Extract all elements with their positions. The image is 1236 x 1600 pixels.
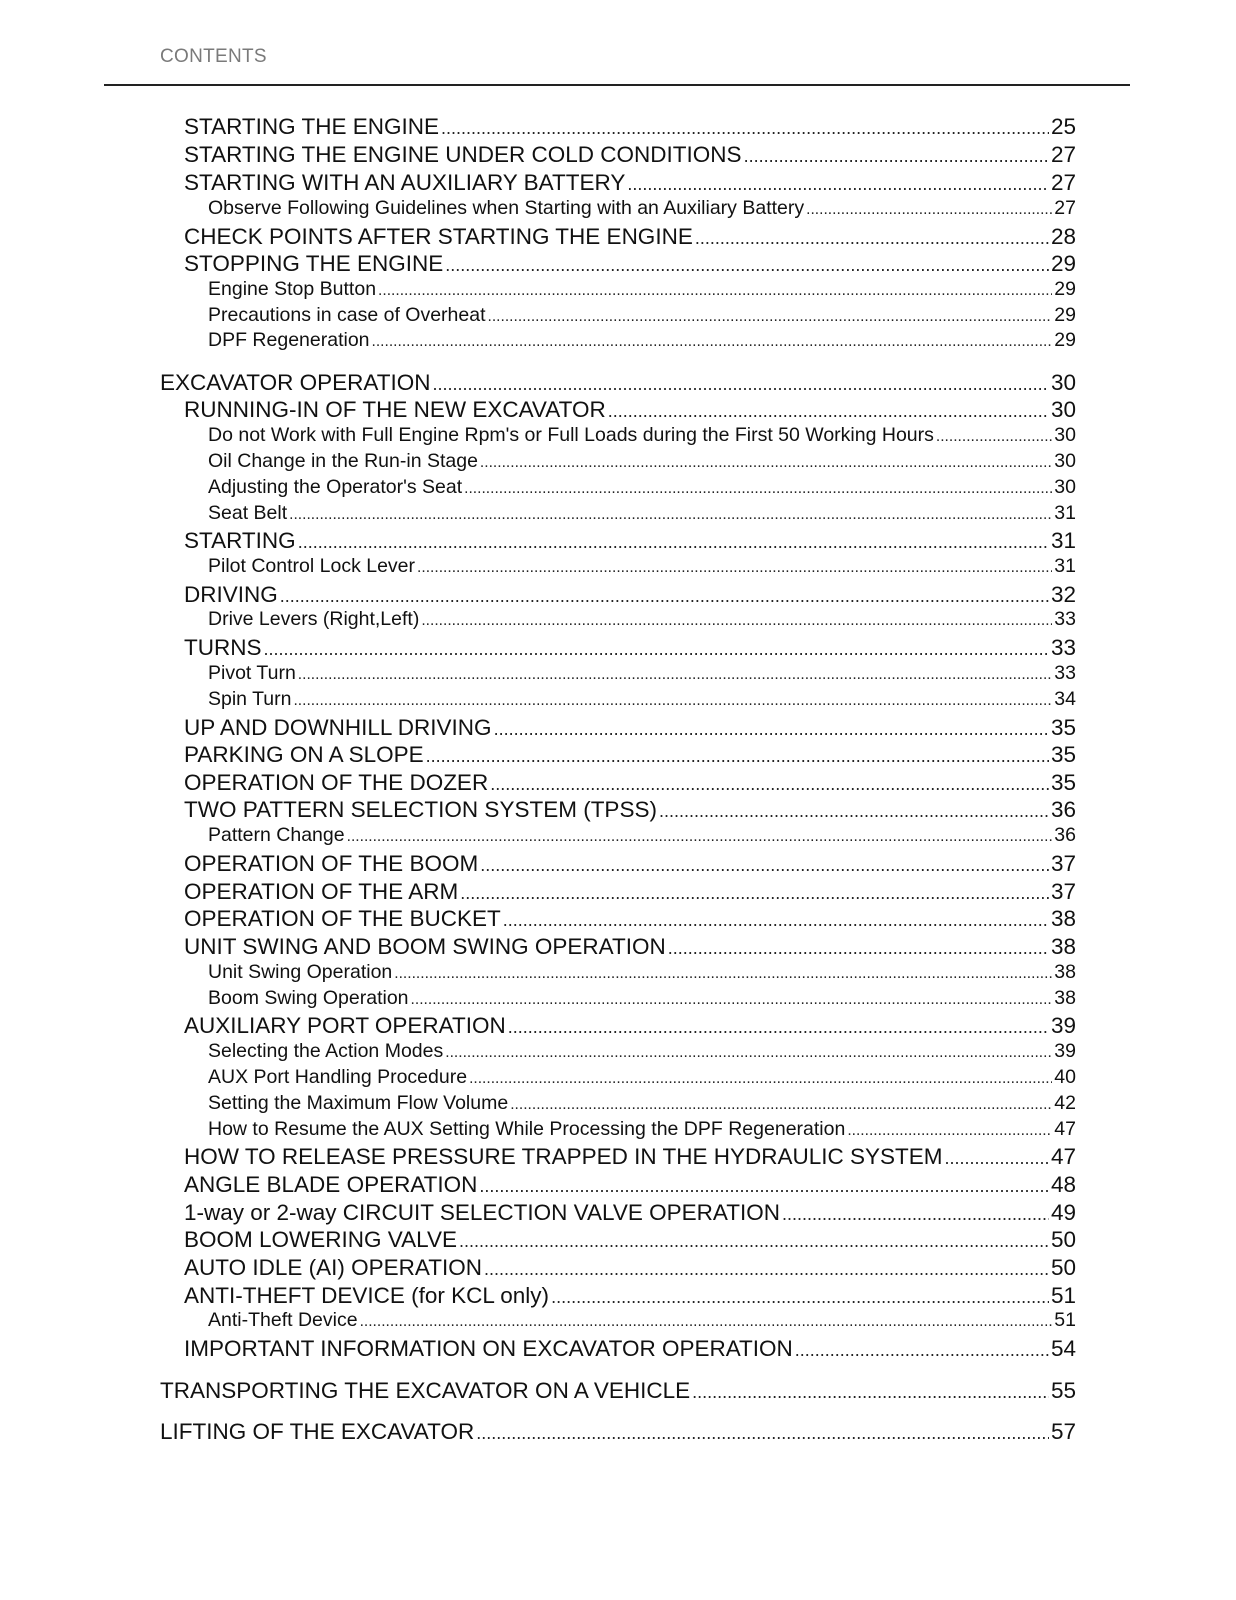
toc-entry-page-number: 38	[1050, 906, 1076, 931]
dot-leader	[460, 883, 1049, 904]
toc-entry[interactable]	[184, 1336, 1076, 1362]
toc-entry-page-number: 42	[1054, 1092, 1076, 1114]
toc-entry[interactable]	[208, 987, 1076, 1010]
toc-entry-page-number: 54	[1050, 1336, 1076, 1361]
toc-entry-page-number: 33	[1050, 635, 1076, 660]
dot-leader	[484, 1259, 1049, 1280]
toc-entry[interactable]	[208, 1118, 1076, 1141]
toc-entry-title: Selecting the Action Modes	[208, 1040, 444, 1062]
toc-entry[interactable]	[208, 1092, 1076, 1115]
toc-entry-title: ANGLE BLADE OPERATION	[184, 1172, 478, 1197]
toc-entry[interactable]	[208, 1040, 1076, 1063]
toc-entry-title: Boom Swing Operation	[208, 987, 409, 1009]
toc-entry[interactable]	[184, 797, 1076, 823]
toc-entry[interactable]	[184, 170, 1076, 196]
dot-leader	[293, 692, 1052, 710]
toc-entry[interactable]	[184, 251, 1076, 277]
toc-entry-title: OPERATION OF THE DOZER	[184, 770, 489, 795]
toc-entry[interactable]	[184, 397, 1076, 423]
toc-entry-title: 1-way or 2-way CIRCUIT SELECTION VALVE OPERATION	[184, 1200, 780, 1225]
toc-entry[interactable]	[184, 528, 1076, 554]
toc-entry[interactable]	[184, 1172, 1076, 1198]
dot-leader	[488, 308, 1053, 326]
toc-entry-page-number: 33	[1054, 608, 1076, 630]
toc-entry-page-number: 27	[1050, 142, 1076, 167]
toc-entry-title: Oil Change in the Run-in Stage	[208, 450, 478, 472]
toc-entry[interactable]	[208, 304, 1076, 327]
toc-entry-title: Engine Stop Button	[208, 278, 377, 300]
dot-leader	[744, 146, 1049, 167]
dot-leader	[936, 428, 1052, 446]
toc-entry-title: HOW TO RELEASE PRESSURE TRAPPED IN THE HYDRAULIC SYSTEM	[184, 1144, 943, 1169]
toc-entry-title: DRIVING	[184, 582, 278, 607]
toc-entry[interactable]	[160, 1419, 1076, 1445]
dot-leader	[510, 1096, 1052, 1114]
toc-entry-title: UNIT SWING AND BOOM SWING OPERATION	[184, 934, 666, 959]
toc-entry[interactable]	[208, 424, 1076, 447]
toc-entry-page-number: 40	[1054, 1066, 1076, 1088]
toc-entry-page-number: 28	[1050, 224, 1076, 249]
toc-entry[interactable]	[184, 742, 1076, 768]
toc-entry-title: DPF Regeneration	[208, 329, 370, 351]
toc-entry-page-number: 30	[1054, 476, 1076, 498]
toc-entry-title: TWO PATTERN SELECTION SYSTEM (TPSS)	[184, 797, 657, 822]
toc-entry-page-number: 30	[1050, 370, 1076, 395]
dot-leader	[298, 666, 1053, 684]
toc-entry-page-number: 47	[1050, 1144, 1076, 1169]
toc-entry-page-number: 27	[1054, 197, 1076, 219]
toc-entry[interactable]	[184, 906, 1076, 932]
toc-entry-page-number: 38	[1054, 987, 1076, 1009]
toc-entry-page-number: 57	[1050, 1419, 1076, 1444]
dot-leader	[668, 938, 1049, 959]
toc-entry-title: AUTO IDLE (AI) OPERATION	[184, 1255, 482, 1280]
toc-entry-page-number: 33	[1054, 662, 1076, 684]
toc-entry-page-number: 29	[1054, 304, 1076, 326]
toc-entry-title: Seat Belt	[208, 502, 288, 524]
toc-entry[interactable]	[208, 662, 1076, 685]
dot-leader	[347, 828, 1053, 846]
toc-entry[interactable]	[184, 770, 1076, 796]
toc-entry-page-number: 48	[1050, 1172, 1076, 1197]
dot-leader	[503, 910, 1049, 931]
toc-entry[interactable]	[184, 142, 1076, 168]
toc-entry-title: LIFTING OF THE EXCAVATOR	[160, 1419, 475, 1444]
dot-leader	[508, 1017, 1049, 1038]
toc-entry-page-number: 31	[1054, 555, 1076, 577]
toc-entry-title: STARTING THE ENGINE UNDER COLD CONDITIONS	[184, 142, 742, 167]
dot-leader	[945, 1148, 1049, 1169]
toc-entry[interactable]	[184, 1227, 1076, 1253]
toc-entry-page-number: 29	[1054, 278, 1076, 300]
toc-entry[interactable]	[184, 1255, 1076, 1281]
toc-entry-page-number: 34	[1054, 688, 1076, 710]
toc-entry[interactable]	[208, 555, 1076, 578]
toc-entry-title: PARKING ON A SLOPE	[184, 742, 424, 767]
toc-entry[interactable]	[184, 224, 1076, 250]
toc-entry-title: CHECK POINTS AFTER STARTING THE ENGINE	[184, 224, 693, 249]
toc-entry-title: RUNNING-IN OF THE NEW EXCAVATOR	[184, 397, 606, 422]
toc-entry[interactable]	[208, 961, 1076, 984]
dot-leader	[479, 1176, 1049, 1197]
dot-leader	[372, 333, 1053, 351]
toc-entry-page-number: 55	[1050, 1378, 1076, 1403]
toc-entry[interactable]	[184, 1283, 1076, 1309]
dot-leader	[280, 586, 1049, 607]
dot-leader	[847, 1122, 1052, 1140]
dot-leader	[394, 965, 1052, 983]
toc-entry-page-number: 38	[1050, 934, 1076, 959]
toc-entry-title: Setting the Maximum Flow Volume	[208, 1092, 509, 1114]
dot-leader	[417, 559, 1052, 577]
dot-leader	[445, 255, 1049, 276]
dot-leader	[480, 855, 1049, 876]
dot-leader	[494, 719, 1049, 740]
toc-entry[interactable]	[208, 824, 1076, 847]
toc-entry[interactable]	[208, 450, 1076, 473]
toc-entry[interactable]	[208, 329, 1076, 352]
toc-entry-title: Do not Work with Full Engine Rpm's or Full Loads during the First 50 Working Hours	[208, 424, 934, 446]
toc-entry-page-number: 47	[1054, 1118, 1076, 1140]
toc-entry-page-number: 39	[1054, 1040, 1076, 1062]
toc-entry[interactable]	[208, 476, 1076, 499]
toc-entry[interactable]	[184, 1200, 1076, 1226]
dot-leader	[441, 118, 1049, 139]
toc-entry-title: AUX Port Handling Procedure	[208, 1066, 468, 1088]
toc-entry-page-number: 51	[1050, 1283, 1076, 1308]
toc-entry[interactable]	[208, 278, 1076, 301]
toc-entry-page-number: 32	[1050, 582, 1076, 607]
dot-leader	[360, 1313, 1053, 1331]
dot-leader	[411, 991, 1053, 1009]
toc-entry-page-number: 27	[1050, 170, 1076, 195]
toc-entry[interactable]	[208, 197, 1076, 220]
toc-entry-page-number: 35	[1050, 715, 1076, 740]
toc-entry-page-number: 35	[1050, 742, 1076, 767]
toc-entry-page-number: 31	[1050, 528, 1076, 553]
toc-entry[interactable]	[184, 114, 1076, 140]
dot-leader	[627, 174, 1049, 195]
toc-entry[interactable]	[184, 879, 1076, 905]
toc-entry-page-number: 37	[1050, 879, 1076, 904]
toc-entry-page-number: 35	[1050, 770, 1076, 795]
dot-leader	[692, 1382, 1049, 1403]
dot-leader	[432, 374, 1049, 395]
toc-entry-title: IMPORTANT INFORMATION ON EXCAVATOR OPERATION	[184, 1336, 793, 1361]
toc-entry-page-number: 30	[1054, 450, 1076, 472]
toc-entry-title: Anti-Theft Device	[208, 1309, 358, 1331]
toc-entry-title: AUXILIARY PORT OPERATION	[184, 1013, 506, 1038]
toc-entry[interactable]	[160, 1378, 1076, 1404]
toc-entry-page-number: 50	[1050, 1227, 1076, 1252]
toc-entry-title: Spin Turn	[208, 688, 292, 710]
toc-entry-title: STARTING THE ENGINE	[184, 114, 440, 139]
toc-entry-title: Pilot Control Lock Lever	[208, 555, 416, 577]
toc-entry-title: EXCAVATOR OPERATION	[160, 370, 431, 395]
toc-entry-page-number: 30	[1054, 424, 1076, 446]
dot-leader	[806, 201, 1052, 219]
toc-entry-title: Adjusting the Operator's Seat	[208, 476, 463, 498]
toc-entry-page-number: 29	[1050, 251, 1076, 276]
toc-entry-title: STARTING WITH AN AUXILIARY BATTERY	[184, 170, 626, 195]
dot-leader	[289, 506, 1052, 524]
dot-leader	[695, 228, 1049, 249]
dot-leader	[445, 1044, 1052, 1062]
toc-entry-page-number: 50	[1050, 1255, 1076, 1280]
toc-entry[interactable]	[208, 1066, 1076, 1089]
toc-entry-title: UP AND DOWNHILL DRIVING	[184, 715, 492, 740]
dot-leader	[469, 1070, 1052, 1088]
dot-leader	[795, 1340, 1049, 1361]
dot-leader	[421, 612, 1052, 630]
toc-entry-title: Precautions in case of Overheat	[208, 304, 486, 326]
toc-entry-title: TURNS	[184, 635, 262, 660]
toc-entry-page-number: 51	[1054, 1309, 1076, 1331]
toc-entry[interactable]	[184, 582, 1076, 608]
dot-leader	[378, 282, 1052, 300]
toc-entry-page-number: 30	[1050, 397, 1076, 422]
toc-entry-title: OPERATION OF THE BUCKET	[184, 906, 501, 931]
toc-entry-page-number: 49	[1050, 1200, 1076, 1225]
toc-entry-title: OPERATION OF THE BOOM	[184, 851, 479, 876]
toc-entry[interactable]	[184, 934, 1076, 960]
toc-entry[interactable]	[184, 715, 1076, 741]
dot-leader	[476, 1423, 1049, 1444]
toc-entry-title: OPERATION OF THE ARM	[184, 879, 459, 904]
dot-leader	[659, 801, 1049, 822]
toc-entry-title: TRANSPORTING THE EXCAVATOR ON A VEHICLE	[160, 1378, 691, 1403]
dot-leader	[480, 454, 1052, 472]
toc-entry-page-number: 29	[1054, 329, 1076, 351]
toc-entry[interactable]	[184, 1013, 1076, 1039]
toc-entry[interactable]	[184, 635, 1076, 661]
toc-entry-title: STOPPING THE ENGINE	[184, 251, 444, 276]
dot-leader	[426, 746, 1049, 767]
toc-entry-title: Pivot Turn	[208, 662, 296, 684]
dot-leader	[782, 1204, 1049, 1225]
toc-entry[interactable]	[208, 688, 1076, 711]
toc-entry[interactable]	[184, 851, 1076, 877]
dot-leader	[298, 532, 1049, 553]
toc-entry[interactable]	[160, 370, 1076, 396]
toc-entry[interactable]	[184, 1144, 1076, 1170]
toc-entry-title: Drive Levers (Right,Left)	[208, 608, 420, 630]
toc-entry-title: ANTI-THEFT DEVICE (for KCL only)	[184, 1283, 550, 1308]
toc-entry[interactable]	[208, 502, 1076, 525]
toc-entry-page-number: 38	[1054, 961, 1076, 983]
dot-leader	[464, 480, 1052, 498]
toc-entry-title: Observe Following Guidelines when Starting with an Auxiliary Battery	[208, 197, 805, 219]
dot-leader	[459, 1231, 1049, 1252]
toc-entry-page-number: 36	[1054, 824, 1076, 846]
toc-entry-title: STARTING	[184, 528, 296, 553]
toc-entry[interactable]	[208, 1309, 1076, 1332]
dot-leader	[264, 639, 1049, 660]
toc-entry[interactable]	[208, 608, 1076, 631]
toc-entry-page-number: 37	[1050, 851, 1076, 876]
toc-entry-page-number: 39	[1050, 1013, 1076, 1038]
toc-entry-title: Pattern Change	[208, 824, 345, 846]
toc-entry-title: Unit Swing Operation	[208, 961, 393, 983]
toc-entry-title: BOOM LOWERING VALVE	[184, 1227, 457, 1252]
dot-leader	[608, 401, 1049, 422]
toc-entry-page-number: 25	[1050, 114, 1076, 139]
toc-entry-page-number: 36	[1050, 797, 1076, 822]
toc-entry-title: How to Resume the AUX Setting While Processing the DPF Regeneration	[208, 1118, 846, 1140]
dot-leader	[551, 1287, 1049, 1308]
toc-entry-page-number: 31	[1054, 502, 1076, 524]
page-header-title: CONTENTS	[160, 46, 267, 67]
dot-leader	[490, 774, 1049, 795]
